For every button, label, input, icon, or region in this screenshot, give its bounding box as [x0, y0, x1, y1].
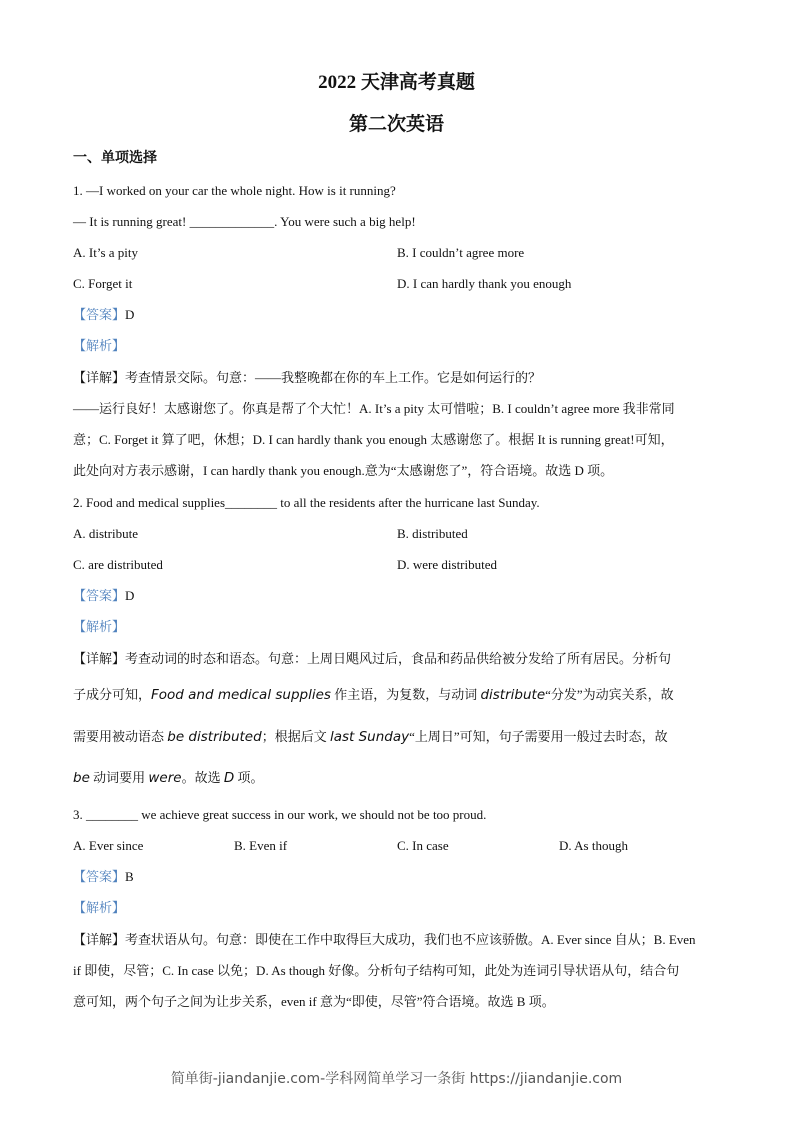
t: 项。 [234, 770, 264, 785]
q2-option-a: A. distribute [73, 526, 138, 541]
q3-detail-2: if 即使，尽管；C. In case 以免；D. As though 好像。分析句子结构可知，此处为连词引导状语从句，结合句 [73, 963, 680, 978]
q3-detail-3: 意可知，两个句子之间为让步关系，even if 意为“即使，尽管”符合语境。故选 B 项。 [73, 994, 555, 1009]
t: 动词要用 [89, 770, 149, 785]
t: 作主语，为复数，与动词 [330, 687, 481, 702]
q3-detail [73, 932, 696, 948]
t: be distributed [167, 729, 262, 745]
q1-option-b: B. I couldn’t agree more [397, 245, 525, 260]
t: be [73, 770, 90, 786]
q1-detail [73, 370, 541, 386]
t: 需要用被动语态 [73, 729, 168, 744]
q1-option-c: C. Forget it [73, 276, 133, 291]
q1-detail-4: 此处向对方表示感谢，I can hardly thank you enough.意为“太感谢您了”，符合语境。故选 D 项。 [73, 463, 614, 478]
detail-text: 考查状语从句。句意：即使在工作中取得巨大成功，我们也不应该骄傲。A. Ever since 自从；B. Even [125, 932, 696, 947]
t: “分发”为动宾关系，故 [545, 687, 674, 702]
q3-option-b: B. Even if [234, 838, 288, 853]
t: Food and medical supplies [151, 687, 331, 703]
doc-subtitle: 第二次英语 [348, 114, 444, 135]
q3-stem: 3. ________ we achieve great success in our work, we should not be too proud. [73, 807, 487, 822]
q1-answer [73, 307, 134, 323]
detail-text: 考查动词的时态和语态。句意：上周日飓风过后，食品和药品供给被分发给了所有居民。分析句 [125, 651, 672, 666]
q1-analysis-tag: 【解析】 [73, 338, 126, 353]
q1-detail-2: ——运行良好！太感谢您了。你真是帮了个大忙！A. It’s a pity 太可惜啦；B. I couldn’t agree more 我非常同 [73, 401, 675, 416]
q3-option-d: D. As though [559, 838, 628, 853]
q2-option-d: D. were distributed [397, 557, 498, 572]
footer-watermark: 简单街-jiandanjie.com-学科网简单学习一条街 https://jiandanjie.com [170, 1071, 623, 1087]
q2-detail [73, 651, 671, 667]
detail-text: 考查情景交际。句意：——我整晚都在你的车上工作。它是如何运行的？ [125, 370, 542, 385]
q3-option-c: C. In case [397, 838, 449, 853]
q3-answer [73, 869, 134, 885]
detail-tag: 【详解】 [73, 370, 126, 385]
t: were [148, 770, 182, 786]
q2-stem: 2. Food and medical supplies________ to all the residents after the hurricane last Sunday. [73, 495, 540, 510]
t: “上周日”可知，句子需要用一般过去时态，故 [409, 729, 668, 744]
t: 。故选 [181, 770, 224, 785]
t: D [223, 770, 235, 786]
detail-tag: 【详解】 [73, 651, 126, 666]
q2-detail-2 [73, 687, 674, 703]
answer-tag: 【答案】 [73, 588, 126, 603]
t: 子成分可知， [73, 687, 152, 702]
q2-detail-3 [73, 729, 668, 745]
doc-title: 2022 天津高考真题 [318, 72, 475, 93]
section-heading: 一、单项选择 [73, 151, 157, 166]
detail-tag: 【详解】 [73, 932, 126, 947]
answer-value: D [125, 307, 135, 322]
q3-option-a: A. Ever since [73, 838, 144, 853]
answer-value: B [125, 869, 134, 884]
t: distribute [480, 687, 546, 703]
answer-tag: 【答案】 [73, 869, 126, 884]
q2-analysis-tag: 【解析】 [73, 619, 126, 634]
t: ；根据后文 [261, 729, 330, 744]
q2-detail-4 [73, 770, 264, 786]
q1-option-a: A. It’s a pity [73, 245, 138, 260]
q1-option-d: D. I can hardly thank you enough [397, 276, 572, 291]
q1-detail-3: 意；C. Forget it 算了吧，休想；D. I can hardly thank you enough 太感谢您了。根据 It is running great!可知， [73, 432, 674, 447]
q2-option-b: B. distributed [397, 526, 468, 541]
t: last Sunday [329, 729, 410, 745]
q1-stem-2: — It is running great! _____________. You were such a big help! [73, 214, 416, 229]
q2-answer [73, 588, 134, 604]
answer-value: D [125, 588, 135, 603]
q2-option-c: C. are distributed [73, 557, 163, 572]
answer-tag: 【答案】 [73, 307, 126, 322]
q3-analysis-tag: 【解析】 [73, 900, 126, 915]
q1-stem: 1. —I worked on your car the whole night. How is it running? [73, 183, 396, 198]
